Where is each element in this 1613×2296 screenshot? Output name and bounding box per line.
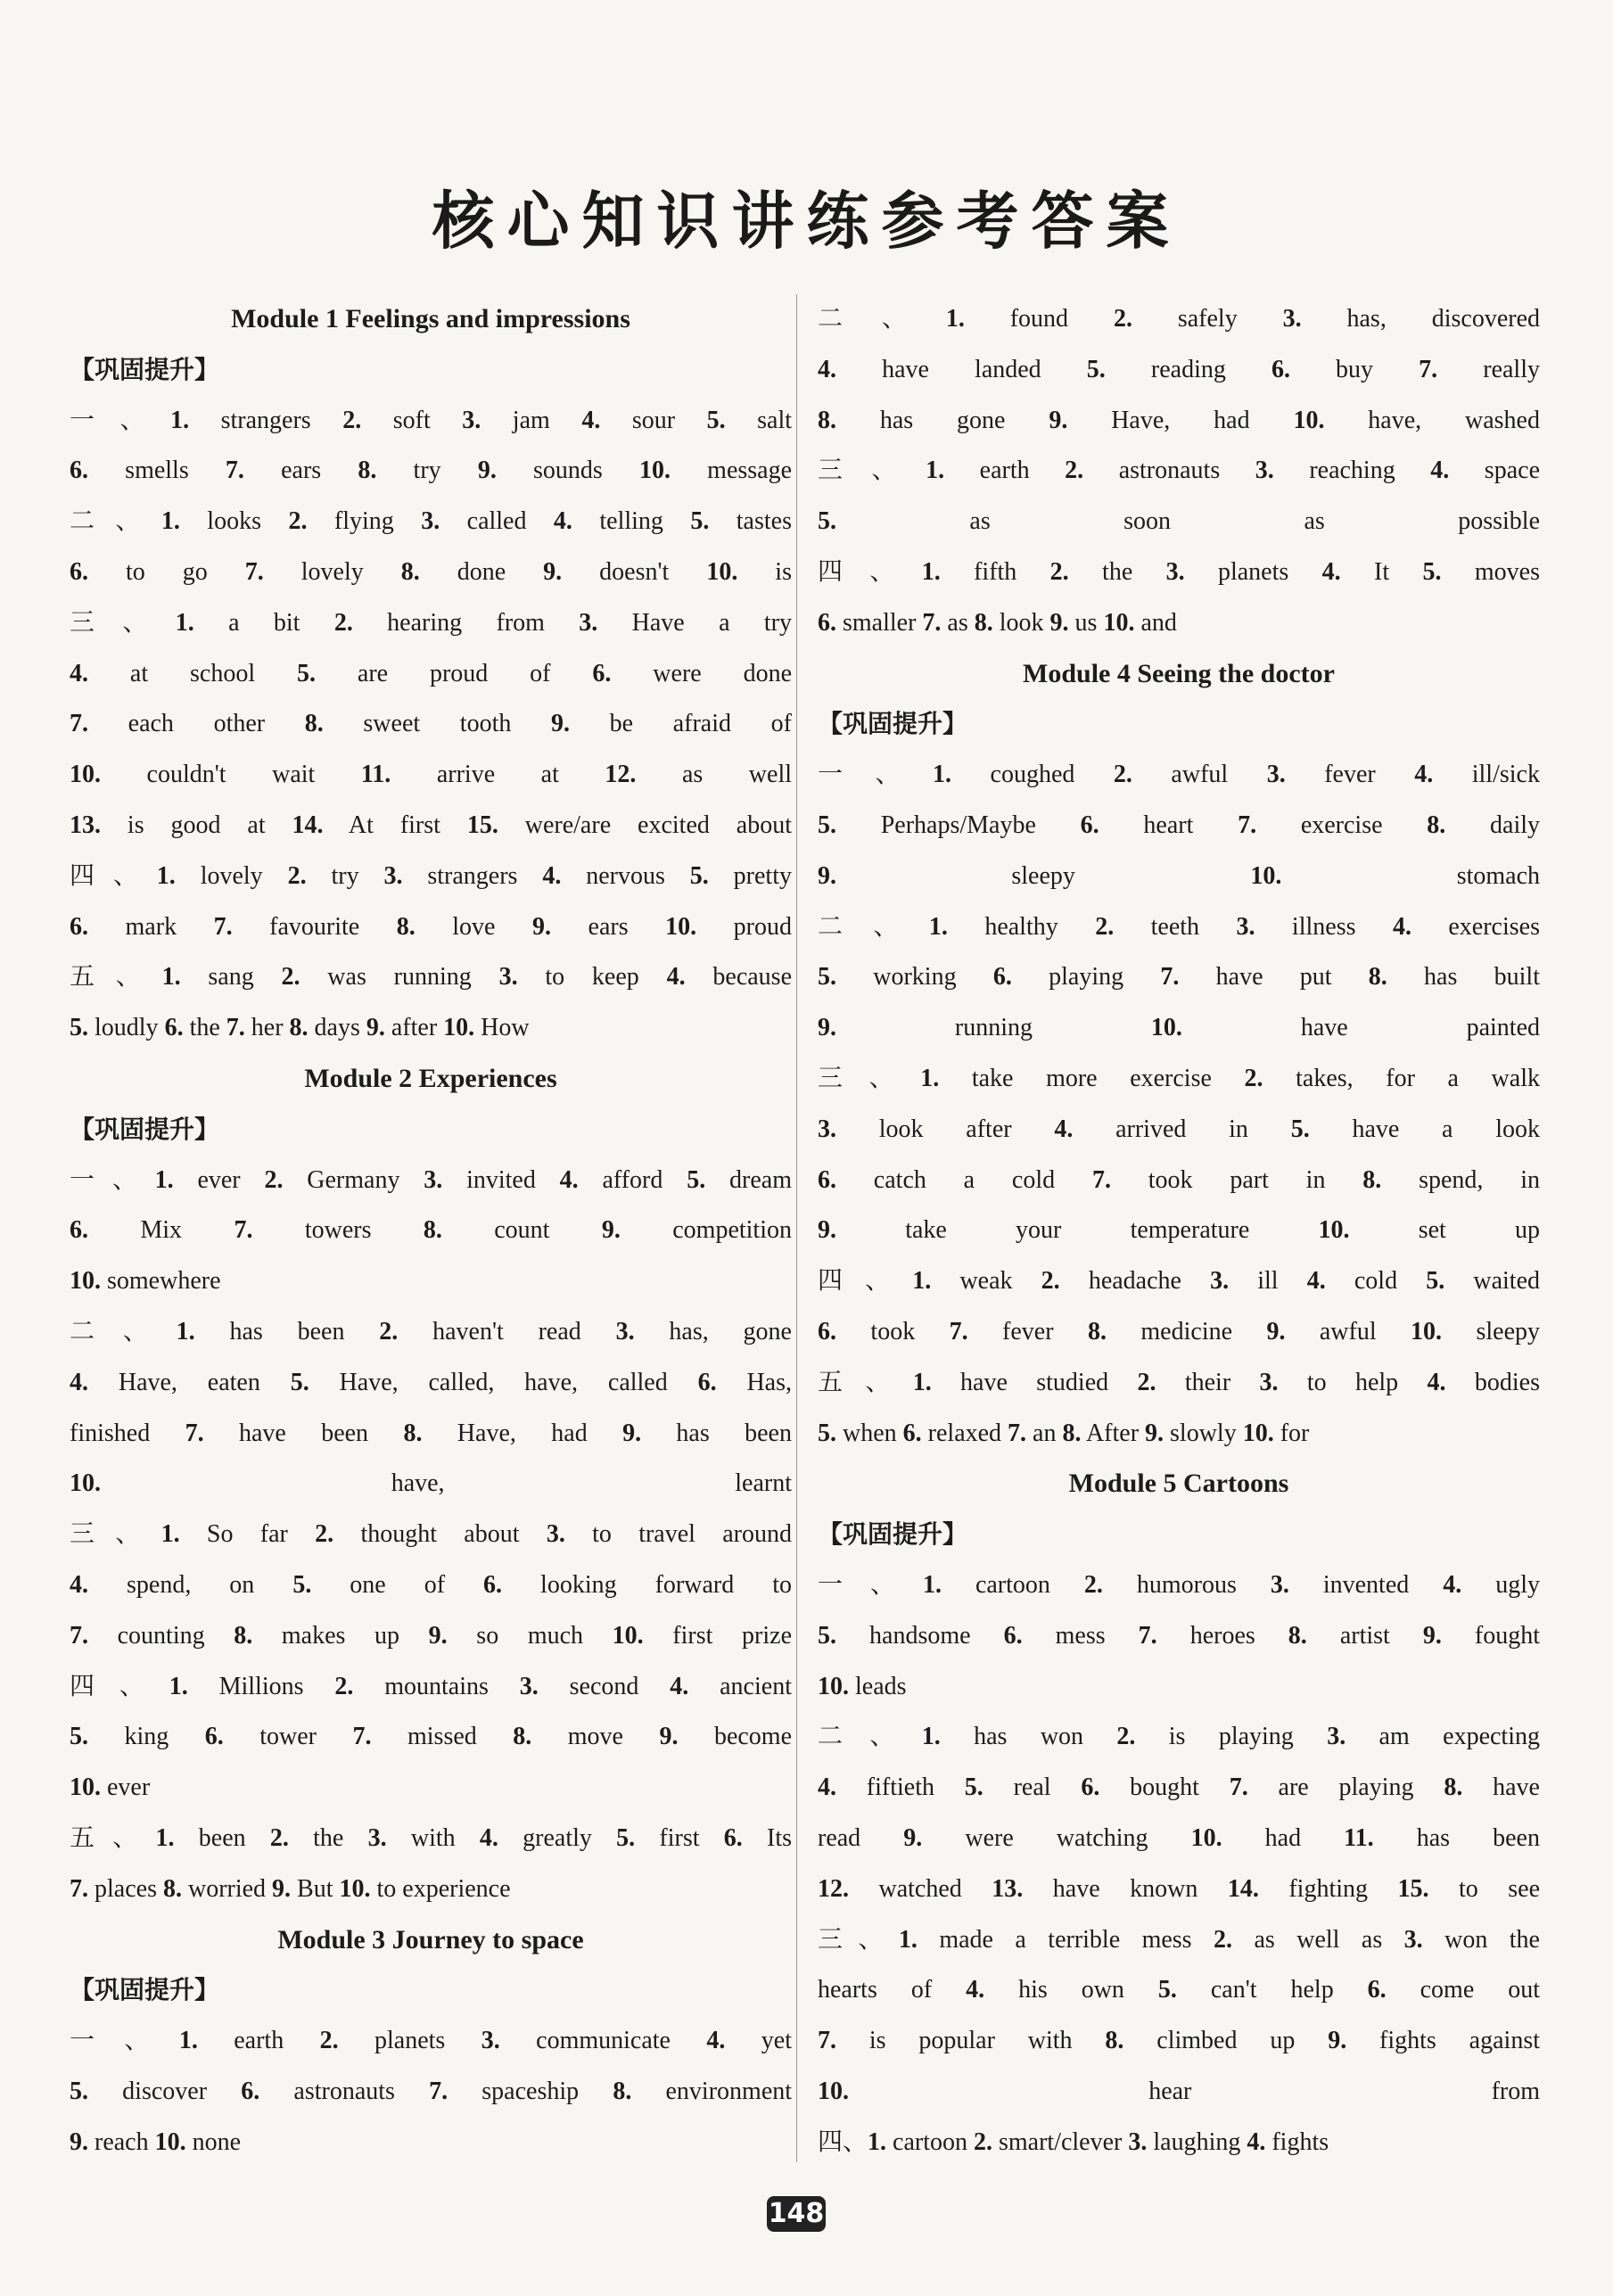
answer-line: 6. took 7. fever 8. medicine 9. awful 10. sleepy bbox=[818, 1317, 1540, 1346]
answer-line: 9. reach 10. none bbox=[70, 2127, 242, 2156]
answer-line: 二、1. has won 2. is playing 3. am expecting bbox=[818, 1723, 1540, 1751]
section-label: 【巩固提升】 bbox=[818, 1519, 968, 1550]
answer-line: 二、1. has been 2. haven't read 3. has, gone bbox=[70, 1317, 792, 1346]
answer-line: 12. watched 13. have known 14. fighting 15. to see bbox=[818, 1874, 1540, 1903]
answer-line: 9. sleepy 10. stomach bbox=[818, 861, 1540, 890]
answer-line: 四、1. fifth 2. the 3. planets 4. It 5. moves bbox=[818, 557, 1540, 586]
answer-line: 13. is good at 14. At first 15. were/are excited about bbox=[70, 811, 792, 839]
answer-line: 一、1. ever 2. Germany 3. invited 4. afford 5. dream bbox=[70, 1165, 792, 1194]
answer-line: 四、1. weak 2. headache 3. ill 4. cold 5. waited bbox=[818, 1267, 1540, 1296]
answer-line: 4. fiftieth 5. real 6. bought 7. are playing 8. have bbox=[818, 1773, 1540, 1802]
answer-line: 4. at school 5. are proud of 6. were done bbox=[70, 659, 792, 687]
answer-line: 5. handsome 6. mess 7. heroes 8. artist 9. fought bbox=[818, 1621, 1540, 1650]
answer-line: 五、1. been 2. the 3. with 4. greatly 5. first 6. Its bbox=[70, 1823, 792, 1852]
section-label: 【巩固提升】 bbox=[818, 709, 968, 739]
answer-line: 二、1. found 2. safely 3. has, discovered bbox=[818, 305, 1540, 333]
answer-line: 6. smells 7. ears 8. try 9. sounds 10. message bbox=[70, 457, 792, 485]
section-label: 【巩固提升】 bbox=[70, 1975, 220, 2005]
answer-line: 7. places 8. worried 9. But 10. to experience bbox=[70, 1874, 511, 1903]
answer-line: 四、1. cartoon 2. smart/clever 3. laughing 4. fights bbox=[818, 2127, 1329, 2156]
answer-line: 三、1. earth 2. astronauts 3. reaching 4. space bbox=[818, 457, 1540, 485]
answer-line: 10. leads bbox=[818, 1672, 907, 1700]
answer-line: 五、1. have studied 2. their 3. to help 4. bodies bbox=[818, 1368, 1540, 1396]
answer-line: 4. spend, on 5. one of 6. looking forward to bbox=[70, 1570, 792, 1599]
answer-line: 一、1. earth 2. planets 3. communicate 4. yet bbox=[70, 2027, 792, 2055]
module-heading: Module 5 Cartoons bbox=[1068, 1469, 1289, 1499]
module-heading: Module 2 Experiences bbox=[304, 1063, 557, 1093]
answer-line: 二、1. looks 2. flying 3. called 4. telling 5. tastes bbox=[70, 507, 792, 536]
answer-line: 6. mark 7. favourite 8. love 9. ears 10. proud bbox=[70, 912, 792, 941]
answer-line: 三、1. made a terrible mess 2. as well as 3. won the bbox=[818, 1925, 1540, 1954]
answer-line: 5. when 6. relaxed 7. an 8. After 9. slowly 10. for bbox=[818, 1419, 1310, 1447]
answer-line: 3. look after 4. arrived in 5. have a look bbox=[818, 1115, 1540, 1143]
answer-line: 7. counting 8. makes up 9. so much 10. first prize bbox=[70, 1621, 792, 1650]
answer-line: finished 7. have been 8. Have, had 9. has been bbox=[70, 1419, 792, 1447]
answer-line: 6. smaller 7. as 8. look 9. us 10. and bbox=[818, 608, 1177, 637]
answer-line: 4. have landed 5. reading 6. buy 7. really bbox=[818, 355, 1540, 383]
answer-line: read 9. were watching 10. had 11. has been bbox=[818, 1823, 1540, 1852]
answer-line: 四、1. lovely 2. try 3. strangers 4. nervous 5. pretty bbox=[70, 861, 792, 890]
section-label: 【巩固提升】 bbox=[70, 1114, 220, 1144]
answer-line: 10. have, learnt bbox=[70, 1469, 792, 1498]
answer-line: 五、1. sang 2. was running 3. to keep 4. because bbox=[70, 963, 792, 992]
module-heading: Module 1 Feelings and impressions bbox=[231, 304, 630, 333]
module-heading: Module 4 Seeing the doctor bbox=[1023, 658, 1335, 688]
answer-line: 7. is popular with 8. climbed up 9. fights against bbox=[818, 2027, 1540, 2055]
answer-line: 三、1. take more exercise 2. takes, for a walk bbox=[818, 1064, 1540, 1092]
page-title: 核心知识讲练参考答案 bbox=[432, 185, 1181, 258]
answer-line: 6. Mix 7. towers 8. count 9. competition bbox=[70, 1216, 792, 1245]
answer-line: 二、1. healthy 2. teeth 3. illness 4. exercises bbox=[818, 912, 1540, 941]
column-divider bbox=[796, 294, 797, 2162]
answer-line: 一、1. coughed 2. awful 3. fever 4. ill/sick bbox=[818, 761, 1540, 789]
answer-line: 9. take your temperature 10. set up bbox=[818, 1216, 1540, 1245]
answer-line: 10. hear from bbox=[818, 2077, 1540, 2105]
answer-line: 一、1. cartoon 2. humorous 3. invented 4. ugly bbox=[818, 1570, 1540, 1599]
answer-line: 5. loudly 6. the 7. her 8. days 9. after 10. How bbox=[70, 1014, 530, 1042]
answer-line: 4. Have, eaten 5. Have, called, have, called 6. Has, bbox=[70, 1368, 792, 1396]
answer-line: 5. Perhaps/Maybe 6. heart 7. exercise 8. daily bbox=[818, 811, 1540, 839]
answer-line: 5. discover 6. astronauts 7. spaceship 8. environment bbox=[70, 2077, 792, 2105]
left-answer-column bbox=[70, 294, 792, 2168]
page-number-badge: 148 bbox=[767, 2196, 826, 2232]
answer-line: hearts of 4. his own 5. can't help 6. come out bbox=[818, 1976, 1540, 2004]
answer-line: 5. as soon as possible bbox=[818, 507, 1540, 536]
answer-line: 一、1. strangers 2. soft 3. jam 4. sour 5. salt bbox=[70, 406, 792, 434]
answer-line: 三、1. So far 2. thought about 3. to travel around bbox=[70, 1520, 792, 1549]
right-answer-column bbox=[818, 294, 1540, 2168]
answer-line: 8. has gone 9. Have, had 10. have, washed bbox=[818, 406, 1540, 434]
answer-line: 5. king 6. tower 7. missed 8. move 9. become bbox=[70, 1723, 792, 1751]
module-heading: Module 3 Journey to space bbox=[277, 1924, 584, 1954]
answer-line: 10. couldn't wait 11. arrive at 12. as well bbox=[70, 761, 792, 789]
section-label: 【巩固提升】 bbox=[70, 354, 220, 384]
answer-line: 6. catch a cold 7. took part in 8. spend, in bbox=[818, 1165, 1540, 1194]
answer-line: 6. to go 7. lovely 8. done 9. doesn't 10. is bbox=[70, 557, 792, 586]
answer-line: 9. running 10. have painted bbox=[818, 1014, 1540, 1042]
answer-line: 5. working 6. playing 7. have put 8. has built bbox=[818, 963, 1540, 992]
answer-line: 三、1. a bit 2. hearing from 3. Have a try bbox=[70, 608, 792, 637]
answer-line: 7. each other 8. sweet tooth 9. be afraid of bbox=[70, 710, 792, 738]
answer-line: 10. ever bbox=[70, 1773, 151, 1802]
answer-line: 四、1. Millions 2. mountains 3. second 4. ancient bbox=[70, 1672, 792, 1700]
answer-line: 10. somewhere bbox=[70, 1267, 221, 1296]
